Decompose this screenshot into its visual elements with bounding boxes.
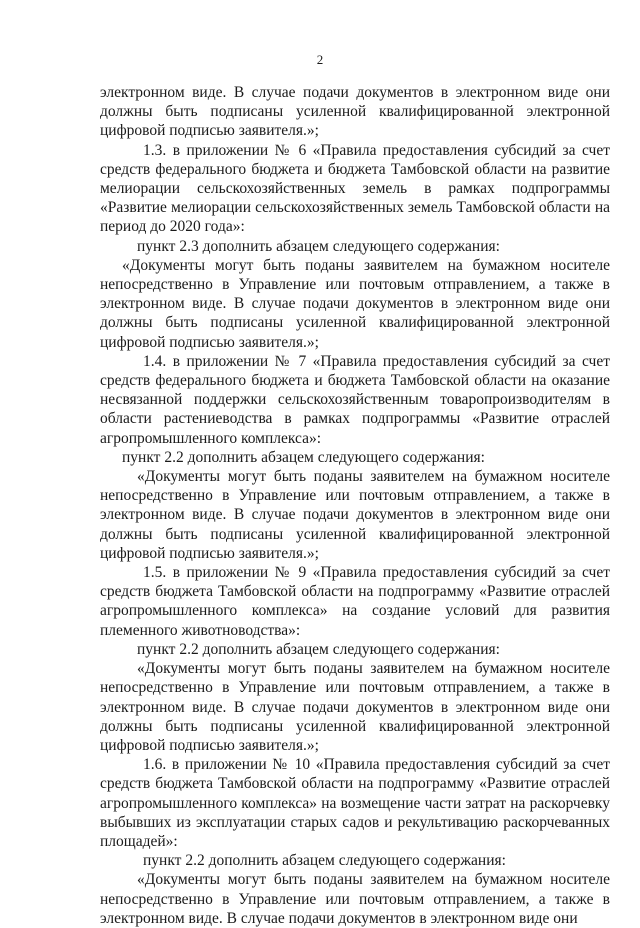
paragraph: пункт 2.2 дополнить абзацем следующего содержания: xyxy=(122,448,485,466)
document-body xyxy=(100,83,610,928)
paragraph: «Документы могут быть поданы заявителем на бумажном носителе непосредственно в Управление или почтовым отправлением, а также в электронном виде. В случае подачи документов в электронном виде они должны быть подписаны усиленной квалифицированной электронной цифровой подписью заявителя.»; xyxy=(100,468,610,562)
paragraph: пункт 2.2 дополнить абзацем следующего содержания: xyxy=(137,640,500,658)
paragraph: 1.5. в приложении № 9 «Правила предоставления субсидий за счет средств бюджета Тамбовской области на подпрограмму «Развитие отраслей агропромышленного комплекса» на создание условий для развития племенного животноводства»: xyxy=(100,564,610,639)
paragraph: «Документы могут быть поданы заявителем на бумажном носителе непосредственно в Управление или почтовым отправлением, а также в электронном виде. В случае подачи документов в электронном виде они xyxy=(100,871,610,927)
paragraph: 1.3. в приложении № 6 «Правила предоставления субсидий за счет средств федерального бюджета и бюджета Тамбовской области на развитие мелиорации сельскохозяйственных земель в рамках подпрограммы «Развитие мелиорации сельскохозяйственных земель Тамбовской области на период до 2020 года»: xyxy=(100,141,610,236)
paragraph: пункт 2.2 дополнить абзацем следующего содержания: xyxy=(143,852,506,870)
paragraph: «Документы могут быть поданы заявителем на бумажном носителе непосредственно в Управление или почтовым отправлением, а также в электронном виде. В случае подачи документов в электронном виде они должны быть подписаны усиленной квалифицированной электронной цифровой подписью заявителя.»; xyxy=(100,256,610,351)
paragraph: «Документы могут быть поданы заявителем на бумажном носителе непосредственно в Управление или почтовым отправлением, а также в электронном виде. В случае подачи документов в электронном виде они должны быть подписаны усиленной квалифицированной электронной цифровой подписью заявителя.»; xyxy=(100,660,610,754)
paragraph: пункт 2.3 дополнить абзацем следующего содержания: xyxy=(137,237,500,255)
page-number: 2 xyxy=(316,52,324,67)
paragraph: электронном виде. В случае подачи документов в электронном виде они должны быть подписаны усиленной квалифицированной электронной цифровой подписью заявителя.»; xyxy=(100,84,610,140)
paragraph: 1.4. в приложении № 7 «Правила предоставления субсидий за счет средств федерального бюджета и бюджета Тамбовской области на оказание несвязанной поддержки сельскохозяйственным товаропроизводителям в области растениеводства в рамках подпрограммы «Развитие отраслей агропромышленного комплекса»: xyxy=(100,352,610,447)
paragraph: 1.6. в приложении № 10 «Правила предоставления субсидий за счет средств бюджета Тамбовской области на подпрограмму «Развитие отраслей агропромышленного комплекса» на возмещение части затрат на раскорчевку выбывших из эксплуатации старых садов и рекультивацию раскорчеванных площадей»: xyxy=(100,756,610,850)
